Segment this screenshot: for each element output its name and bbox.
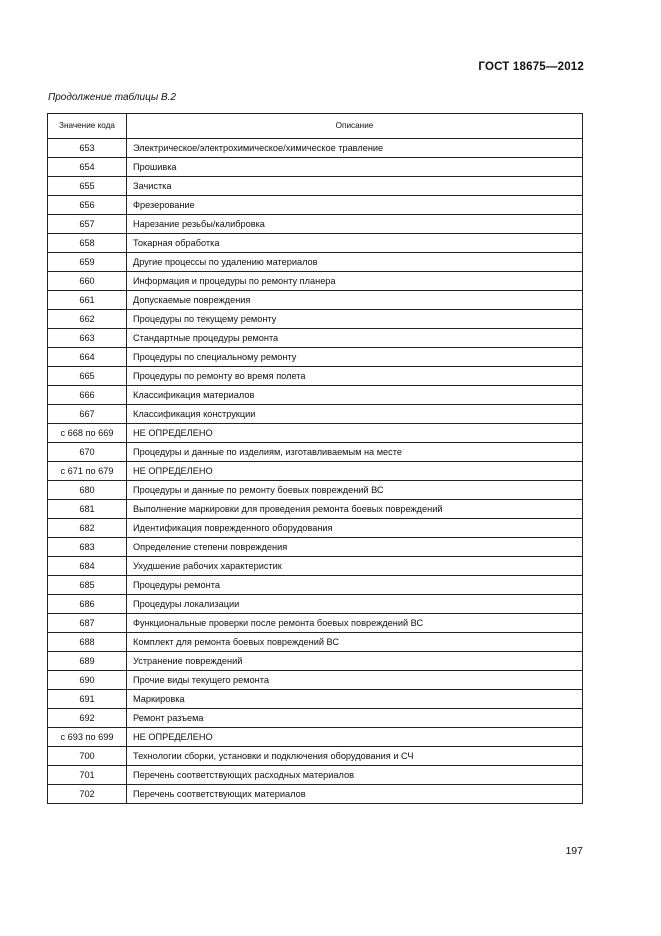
table-row [48, 690, 583, 709]
row-description: Комплект для ремонта боевых повреждений ВС [127, 633, 583, 652]
row-code: 654 [48, 158, 127, 177]
row-code: 659 [48, 253, 127, 272]
column-header-description: Описание [127, 114, 583, 139]
row-code: с 693 по 699 [48, 728, 127, 747]
table-row [48, 405, 583, 424]
table-row [48, 329, 583, 348]
table-row [48, 443, 583, 462]
row-description: Токарная обработка [127, 234, 583, 253]
row-code: 658 [48, 234, 127, 253]
row-description: Выполнение маркировки для проведения ремонта боевых повреждений [127, 500, 583, 519]
row-description: Идентификация поврежденного оборудования [127, 519, 583, 538]
table-body [48, 139, 583, 804]
page-number: 197 [565, 845, 583, 857]
row-description: Маркировка [127, 690, 583, 709]
row-description: Технологии сборки, установки и подключения оборудования и СЧ [127, 747, 583, 766]
table-row [48, 215, 583, 234]
row-code: 661 [48, 291, 127, 310]
table-row [48, 671, 583, 690]
table-row [48, 272, 583, 291]
row-description: Ухудшение рабочих характеристик [127, 557, 583, 576]
row-code: 692 [48, 709, 127, 728]
table-row [48, 538, 583, 557]
row-description: Фрезерование [127, 196, 583, 215]
row-code: 680 [48, 481, 127, 500]
table-row [48, 348, 583, 367]
row-code: 666 [48, 386, 127, 405]
row-description: Процедуры по специальному ремонту [127, 348, 583, 367]
row-code: 657 [48, 215, 127, 234]
table-row [48, 519, 583, 538]
row-description: НЕ ОПРЕДЕЛЕНО [127, 462, 583, 481]
row-description: НЕ ОПРЕДЕЛЕНО [127, 728, 583, 747]
table-row [48, 310, 583, 329]
row-description: Зачистка [127, 177, 583, 196]
row-description: Определение степени повреждения [127, 538, 583, 557]
table-row [48, 291, 583, 310]
table-row [48, 196, 583, 215]
table-row [48, 633, 583, 652]
row-description: Электрическое/электрохимическое/химическое травление [127, 139, 583, 158]
row-description: Прочие виды текущего ремонта [127, 671, 583, 690]
row-description: Процедуры по текущему ремонту [127, 310, 583, 329]
row-description: Ремонт разъема [127, 709, 583, 728]
codes-table [47, 113, 583, 804]
table-row [48, 177, 583, 196]
table-row [48, 386, 583, 405]
table-row [48, 481, 583, 500]
row-code: с 668 по 669 [48, 424, 127, 443]
row-description: Перечень соответствующих расходных материалов [127, 766, 583, 785]
row-code: 667 [48, 405, 127, 424]
row-code: 689 [48, 652, 127, 671]
standard-id: ГОСТ 18675—2012 [478, 61, 584, 73]
table-caption: Продолжение таблицы В.2 [48, 92, 176, 103]
row-code: 685 [48, 576, 127, 595]
table-row [48, 652, 583, 671]
row-code: 688 [48, 633, 127, 652]
row-description: Прошивка [127, 158, 583, 177]
row-code: 662 [48, 310, 127, 329]
row-description: Нарезание резьбы/калибровка [127, 215, 583, 234]
column-header-code: Значение кода [48, 114, 127, 139]
row-description: Функциональные проверки после ремонта боевых повреждений ВС [127, 614, 583, 633]
row-description: Другие процессы по удалению материалов [127, 253, 583, 272]
row-code: 687 [48, 614, 127, 633]
table-row [48, 253, 583, 272]
table-row [48, 234, 583, 253]
table-row [48, 747, 583, 766]
table-row [48, 709, 583, 728]
table-row [48, 367, 583, 386]
row-code: 681 [48, 500, 127, 519]
row-description: Информация и процедуры по ремонту планера [127, 272, 583, 291]
table-row [48, 766, 583, 785]
table-row [48, 557, 583, 576]
row-code: 665 [48, 367, 127, 386]
row-description: Устранение повреждений [127, 652, 583, 671]
row-description: Классификация конструкции [127, 405, 583, 424]
row-description: Классификация материалов [127, 386, 583, 405]
row-description: НЕ ОПРЕДЕЛЕНО [127, 424, 583, 443]
row-code: 690 [48, 671, 127, 690]
row-description: Процедуры ремонта [127, 576, 583, 595]
row-description: Допускаемые повреждения [127, 291, 583, 310]
table-row [48, 614, 583, 633]
row-description: Процедуры локализации [127, 595, 583, 614]
table-row [48, 595, 583, 614]
table-row [48, 785, 583, 804]
row-description: Процедуры и данные по изделиям, изготавливаемым на месте [127, 443, 583, 462]
table-row [48, 500, 583, 519]
row-code: 702 [48, 785, 127, 804]
row-code: 686 [48, 595, 127, 614]
row-code: 655 [48, 177, 127, 196]
row-code: 691 [48, 690, 127, 709]
table-row [48, 158, 583, 177]
row-description: Процедуры по ремонту во время полета [127, 367, 583, 386]
row-code: 656 [48, 196, 127, 215]
row-code: 663 [48, 329, 127, 348]
row-code: 700 [48, 747, 127, 766]
row-code: 682 [48, 519, 127, 538]
row-code: 670 [48, 443, 127, 462]
row-code: 653 [48, 139, 127, 158]
row-code: 701 [48, 766, 127, 785]
table-row [48, 462, 583, 481]
table-header-row [48, 114, 583, 139]
row-code: с 671 по 679 [48, 462, 127, 481]
row-code: 660 [48, 272, 127, 291]
row-description: Стандартные процедуры ремонта [127, 329, 583, 348]
row-code: 664 [48, 348, 127, 367]
table-row [48, 139, 583, 158]
table-row [48, 424, 583, 443]
row-description: Перечень соответствующих материалов [127, 785, 583, 804]
table-row [48, 728, 583, 747]
table-row [48, 576, 583, 595]
row-code: 683 [48, 538, 127, 557]
row-code: 684 [48, 557, 127, 576]
row-description: Процедуры и данные по ремонту боевых повреждений ВС [127, 481, 583, 500]
